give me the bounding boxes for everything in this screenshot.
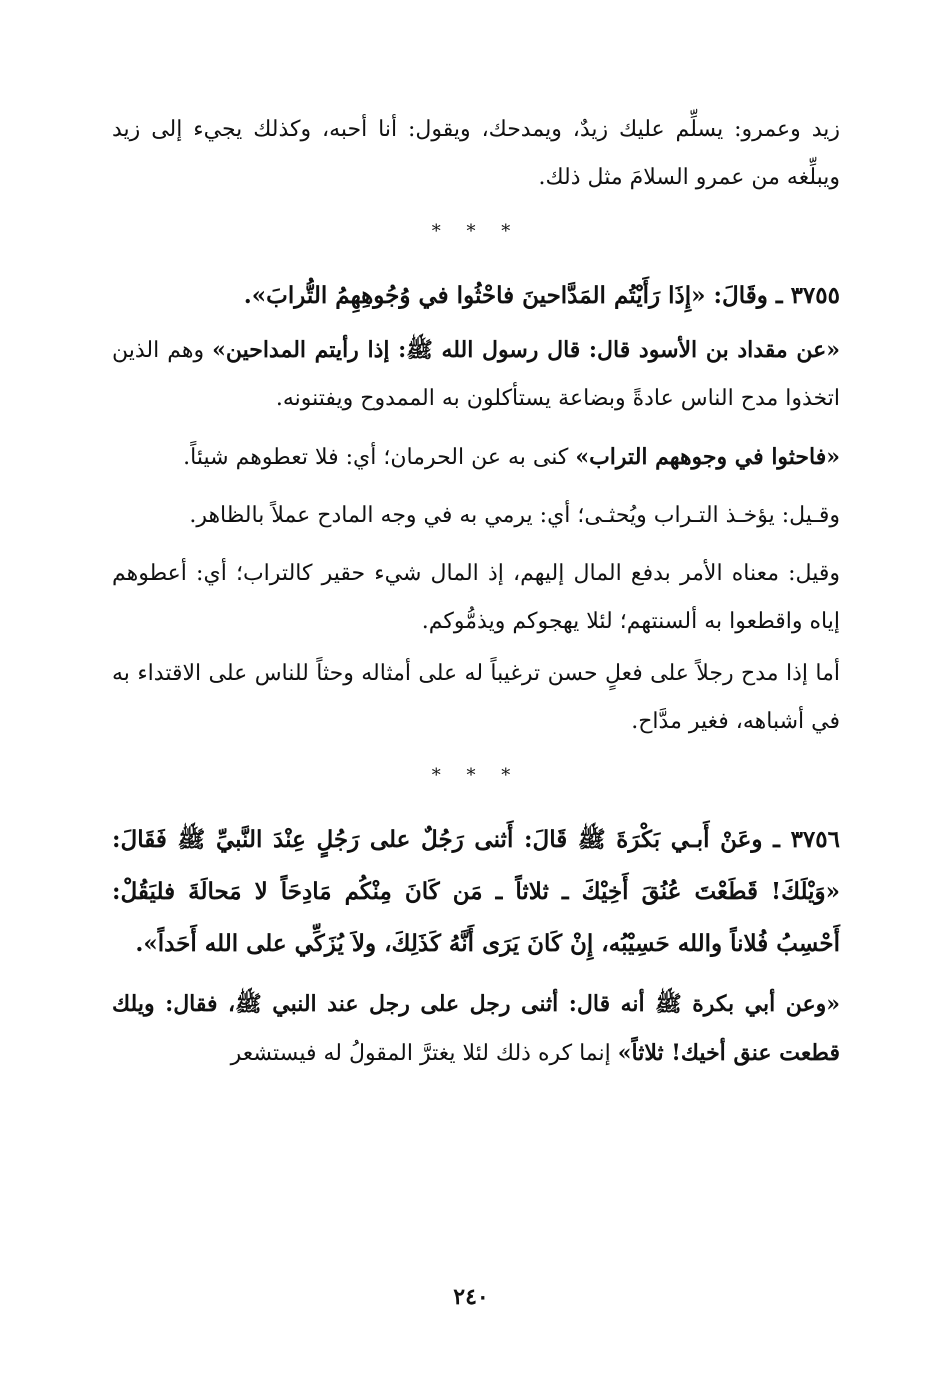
commentary-6: [112, 980, 840, 1078]
hadith-3756: ٣٧٥٦ ـ وعَنْ أَبـي بَكْرَةَ ﷺ قَالَ: أَثنى رَجُلٌ على رَجُلٍ عِنْدَ النَّبيِّ ﷺ فَقَالَ: «وَيْلَكَ! قَطَعْتَ عُنُقَ أَخِيْكَ ـ ثلاثاً ـ مَن كَانَ مِنْكُم مَادِحَاً لا مَحالَةَ فليَقُلْ: أَحْسِبُ فُلاناً والله حَسِيْبُه، إِنْ كَانَ يَرَى أَنَّهُ كَذَلِكَ، ولاَ يُزَكِّي على الله أَحَداً».: [112, 826, 840, 957]
commentary-2-quote: «فاحثوا في وجوههم التراب»: [575, 444, 840, 470]
paragraph-continuation: زيد وعمرو: يسلِّم عليك زيدٌ، ويمدحك، ويقول: أنا أحبه، وكذلك يجيء إلى زيد ويبلِّغه من عمرو السلامَ مثل ذلك.: [112, 117, 840, 190]
section-separator: * * *: [431, 765, 521, 786]
hadith-3755: ٣٧٥٥ ـ وقَالَ: «إِذَا رَأَيْتُم المَدَّاحينَ فاحْثُوا في وُجُوهِهِمُ التُّرابَ».: [243, 282, 840, 309]
page-number: ٢٤٠: [453, 1284, 489, 1310]
commentary-1-quote: «عن مقداد بن الأسود قال: قال رسول الله ﷺ: إذا رأيتم المداحين»: [212, 337, 840, 363]
commentary-5: أما إذا مدح رجلاً على فعلٍ حسن ترغيباً له على أمثاله وحثاً للناس على الاقتداء به في أشباهه، فغير مدَّاح.: [112, 661, 840, 734]
commentary-4: وقيل: معناه الأمر بدفع المال إليهم، إذ المال شيء حقير كالتراب؛ أي: أعطوهم إياه واقطعوا به ألسنتهم؛ لئلا يهجوكم ويذمُّوكم.: [112, 561, 840, 634]
page-body: [112, 106, 840, 1078]
commentary-1: [112, 326, 840, 423]
commentary-1-text: وهم الذين اتخذوا مدح الناس عادةً وبضاعة يستأكلون به الممدوح ويفتنونه.: [112, 338, 840, 411]
commentary-2: [112, 433, 840, 482]
commentary-6-text: إنما كره ذلك لئلا يغترَّ المقولُ له فيستشعر: [230, 1041, 618, 1066]
commentary-6-quote: «وعن أبي بكرة ﷺ أنه قال: أثنى رجل على رجل عند النبي ﷺ، فقال: ويلك قطعت عنق أخيك! ثلاثاً»: [112, 991, 840, 1066]
section-separator: * * *: [431, 221, 521, 242]
commentary-2-text: كنى به عن الحرمان؛ أي: فلا تعطوهم شيئاً.: [183, 445, 576, 470]
commentary-3: وقـيل: يؤخـذ التـراب ويُحثـى؛ أي: يرمي به في وجه المادح عملاً بالظاهر.: [189, 503, 840, 528]
